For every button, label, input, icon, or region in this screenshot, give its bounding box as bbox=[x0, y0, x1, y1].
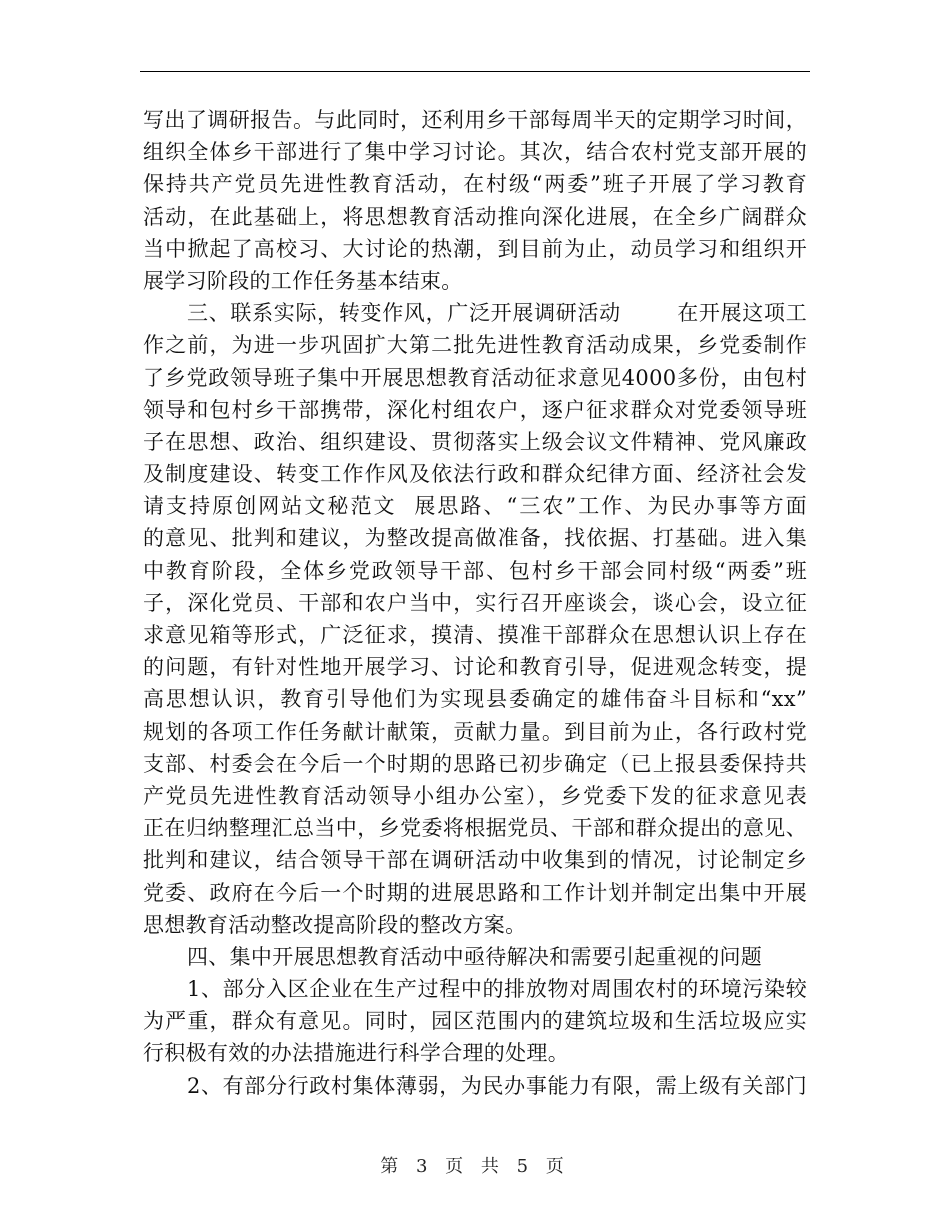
text-fragment: 在开展这项工 bbox=[676, 301, 807, 326]
text-line: 的意见、批判和建议，为整改提高做准备，找依据、打基础。进入集 bbox=[143, 526, 807, 551]
watermark-text: 请支持原创网站文秘范文 bbox=[143, 494, 397, 519]
text-line: 作之前，为进一步巩固扩大第二批先进性教育活动成果，乡党委制作 bbox=[143, 333, 807, 358]
watermark-line bbox=[143, 490, 807, 522]
text-line: 2、有部分行政村集体薄弱，为民办事能力有限，需上级有关部门 bbox=[187, 1073, 807, 1098]
text-line: 为严重，群众有意见。同时，园区范围内的建筑垃圾和生活垃圾应实 bbox=[143, 1009, 807, 1034]
paragraph bbox=[143, 1070, 807, 1102]
paragraph bbox=[143, 297, 807, 941]
text-line: 党委、政府在今后一个时期的进展思路和工作计划并制定出集中开展 bbox=[143, 880, 807, 905]
paragraph bbox=[143, 941, 807, 973]
section-heading-line bbox=[143, 297, 807, 329]
text-line: 批判和建议，结合领导干部在调研活动中收集到的情况，讨论制定乡 bbox=[143, 848, 807, 873]
page-number: 第 3 页 共 5 页 bbox=[380, 1156, 570, 1177]
text-line: 1、部分入区企业在生产过程中的排放物对周围农村的环境污染较 bbox=[187, 977, 807, 1002]
text-line: 写出了调研报告。与此同时，还利用乡干部每周半天的定期学习时间， bbox=[143, 108, 807, 132]
section-heading: 三、联系实际，转变作风，广泛开展调研活动 bbox=[187, 301, 621, 326]
text-line: 及制度建设、转变工作作风及依法行政和群众纪律方面、经济社会发 bbox=[143, 462, 807, 487]
text-line: 展学习阶段的工作任务基本结束。 bbox=[143, 268, 463, 293]
text-line: 思想教育活动整改提高阶段的整改方案。 bbox=[143, 912, 527, 937]
text-line: 子，深化党员、干部和农户当中，实行召开座谈会，谈心会，设立征 bbox=[143, 590, 807, 615]
text-line: 了乡党政领导班子集中开展思想教育活动征求意见4000多份，由包村 bbox=[143, 365, 807, 390]
text-line: 子在思想、政治、组织建设、贯彻落实上级会议文件精神、党风廉政 bbox=[143, 429, 807, 454]
text-line: 求意见箱等形式，广泛征求，摸清、摸准干部群众在思想认识上存在 bbox=[143, 623, 807, 647]
text-line: 正在归纳整理汇总当中，乡党委将根据党员、干部和群众提出的意见、 bbox=[143, 816, 807, 841]
section-heading: 四、集中开展思想教育活动中亟待解决和需要引起重视的问题 bbox=[187, 944, 763, 969]
text-line: 活动，在此基础上，将思想教育活动推向深化进展，在全乡广阔群众 bbox=[143, 204, 807, 229]
paragraph bbox=[143, 973, 807, 1070]
text-line: 高思想认识，教育引导他们为实现县委确定的雄伟奋斗目标和“xx” bbox=[143, 687, 807, 712]
text-line: 产党员先进性教育活动领导小组办公室），乡党委下发的征求意见表 bbox=[143, 783, 807, 808]
text-line: 保持共产党员先进性教育活动，在村级“两委”班子开展了学习教育 bbox=[143, 172, 807, 197]
text-fragment: 展思路、“三农”工作、为民办事等方面 bbox=[412, 494, 807, 519]
header-rule bbox=[140, 71, 810, 72]
text-line: 中教育阶段，全体乡党政领导干部、包村乡干部会同村级“两委”班 bbox=[143, 558, 807, 583]
text-line: 的问题，有针对性地开展学习、讨论和教育引导，促进观念转变，提 bbox=[143, 655, 807, 680]
text-line: 规划的各项工作任务献计献策，贡献力量。到目前为止，各行政村党 bbox=[143, 719, 807, 744]
paragraph bbox=[143, 104, 807, 297]
text-line: 支部、村委会在今后一个时期的思路已初步确定（已上报县委保持共 bbox=[143, 751, 807, 776]
text-line: 当中掀起了高校习、大讨论的热潮，到目前为止，动员学习和组织开 bbox=[143, 236, 807, 261]
text-line: 组织全体乡干部进行了集中学习讨论。其次，结合农村党支部开展的 bbox=[143, 140, 807, 165]
text-line: 行积极有效的办法措施进行科学合理的处理。 bbox=[143, 1041, 569, 1066]
document-body bbox=[143, 104, 807, 1102]
text-line: 领导和包村乡干部携带，深化村组农户，逐户征求群众对党委领导班 bbox=[143, 397, 807, 422]
